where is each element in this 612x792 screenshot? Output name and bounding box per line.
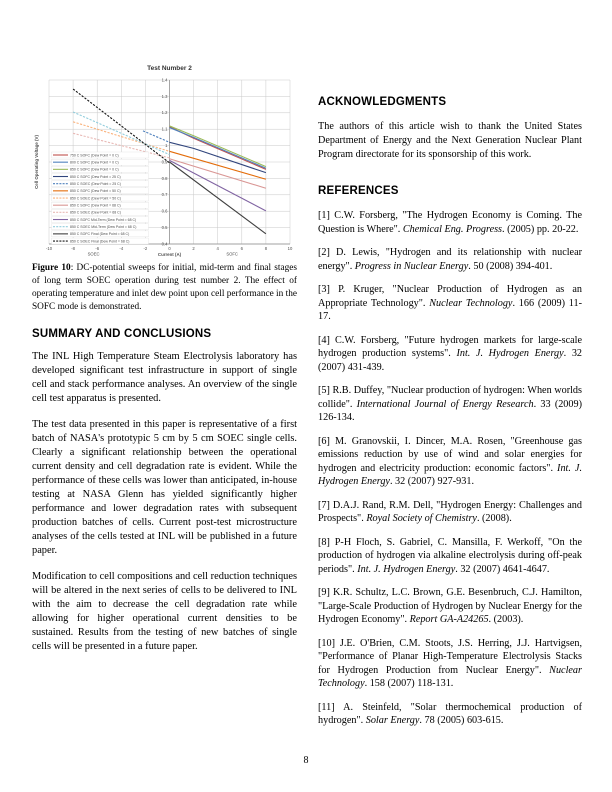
summary-paragraph-2: The test data presented in this paper is representative of a first batch of NASA's prototypic 5 cm by 5 cm SOEC single cells. Clearly a significant relationship between the operational current density and cell degradation rate is evident. While the performance of these cells was lower than anticipated, in-house testing at NASA Glenn has yielded significantly higher performance and lower degradation rates with subsequent production batches of cells. Current post-test microstructure analyses of the cells tested at INL will be published in a future paper. bbox=[32, 419, 297, 556]
chart-x-tick-label: -8 bbox=[71, 246, 75, 251]
references-heading: REFERENCES bbox=[318, 185, 399, 198]
chart-legend-label: 750 C SOFC (Dew Point = 0 C) bbox=[70, 153, 119, 158]
chart-y-tick-label: 1 bbox=[165, 143, 168, 148]
left-column bbox=[32, 60, 297, 666]
reference-item: [2] D. Lewis, "Hydrogen and its relationship with nuclear energy". Progress in Nuclear Energy. 50 (2008) 394-401. bbox=[318, 247, 582, 272]
reference-item: [3] P. Kruger, "Nuclear Production of Hydrogen as an Appropriate Technology". Nuclear Technology. 166 (2009) 11-17. bbox=[318, 284, 582, 323]
chart-series-line bbox=[143, 131, 170, 142]
chart-y-tick-label: 1.4 bbox=[161, 77, 168, 83]
figure-caption-label: Figure 10 bbox=[32, 263, 71, 273]
chart-legend-label: 850 C SOEC (Dew Point = 25 C) bbox=[70, 181, 121, 186]
chart-y-tick-label: 1.3 bbox=[161, 93, 168, 99]
chart-legend-label: 850 C SOEC (Dew Point = 68 C) bbox=[70, 210, 121, 215]
chart-x-tick-label: 8 bbox=[264, 246, 268, 251]
reference-item: [8] P-H Floch, S. Gabriel, C. Mansilla, F. Werkoff, "On the production of hydrogen via alkaline electrolysis during off-peak periods". Int. J. Hydrogen Energy. 32 (2007) 4641-4647. bbox=[318, 536, 582, 575]
reference-item: [10] J.E. O'Brien, C.M. Stoots, J.S. Herring, J.J. Hartvigsen, "Performance of Planar High-Temperature Electrolysis Stacks for Hydrogen Production from Nuclear Energy". Nuclear Technology. 158 (2007) 118-131. bbox=[318, 637, 582, 690]
summary-paragraph-1: The INL High Temperature Steam Electrolysis laboratory has developed significant test infrastructure in support of single cell and stack performance analyses. An overview of the single cell test apparatus is presented. bbox=[32, 351, 297, 404]
chart-legend-label: 850 C SOEC (Dew Point = 50 C) bbox=[70, 196, 121, 201]
chart-y-tick-label: 0.7 bbox=[161, 192, 168, 198]
summary-heading: SUMMARY AND CONCLUSIONS bbox=[32, 328, 212, 340]
chart-x-tick-label: 6 bbox=[240, 246, 243, 251]
chart-y-tick-label: 0.6 bbox=[161, 208, 168, 214]
figure-caption bbox=[32, 262, 297, 314]
chart-x-tick-label: -4 bbox=[119, 246, 124, 251]
chart-y-axis-title: Cell Operating Voltage (V) bbox=[34, 135, 39, 189]
chart-x-tick-label: 10 bbox=[287, 246, 293, 251]
chart-x-tick-label: 2 bbox=[192, 246, 195, 251]
reference-item: [7] D.A.J. Rand, R.M. Dell, "Hydrogen Energy: Challenges and Prospects". Royal Society of Chemistry. (2008). bbox=[318, 499, 582, 525]
chart-legend-label: 850 C SOFC Mid-Term (Dew Point = 68 C) bbox=[70, 217, 137, 222]
references-list bbox=[318, 209, 582, 728]
chart-legend-label: 850 C SOFC (Dew Point = 68 C) bbox=[70, 203, 121, 208]
acknowledgments-text: The authors of this article wish to thank the United States Department of Energy and the Next Generation Nuclear Plant Program directorate for its sponsorship of this work. bbox=[318, 121, 582, 160]
chart-legend-label: 850 C SOFC (Dew Point = 25 C) bbox=[70, 174, 121, 179]
reference-item: [11] A. Steinfeld, "Solar thermochemical production of hydrogen". Solar Energy. 78 (2005) 603-615. bbox=[318, 701, 582, 727]
chart-x-tick-label: -10 bbox=[45, 246, 53, 251]
reference-item: [5] R.B. Duffey, "Nuclear production of hydrogen: When worlds collide". International Journal of Energy Research. 33 (2009) 126-134. bbox=[318, 385, 582, 424]
figure-block bbox=[32, 60, 297, 314]
chart-region-label: SOEC bbox=[87, 251, 100, 257]
chart-x-tick-label: 4 bbox=[216, 246, 219, 251]
chart-y-tick-label: 0.8 bbox=[161, 175, 168, 181]
chart-x-tick-label: 0 bbox=[168, 246, 171, 251]
right-column bbox=[318, 96, 582, 738]
reference-item: [1] C.W. Forsberg, "The Hydrogen Economy is Coming. The Question is Where". Chemical Eng. Progress. (2005) pp. 20-22. bbox=[318, 210, 582, 235]
acknowledgments-heading: ACKNOWLEDGMENTS bbox=[318, 96, 447, 108]
reference-item: [6] M. Granovskii, I. Dincer, M.A. Rosen, "Greenhouse gas emissions reduction by use of wind and solar energies for hydrogen and electricity production: economic factors". Int. J. Hydrogen Energy. 32 (2007) 927-931. bbox=[318, 435, 583, 488]
figure10-chart bbox=[32, 60, 300, 258]
chart-legend-label: 850 C SOFC (Dew Point = 0 C) bbox=[70, 167, 119, 172]
chart-legend-label: 850 C SOEC Final (Dew Point = 68 C) bbox=[70, 239, 130, 244]
chart-legend-label: 850 C SOFC Final (Dew Point = 68 C) bbox=[70, 232, 130, 237]
page-number: 8 bbox=[303, 755, 309, 766]
chart-x-tick-label: -6 bbox=[95, 246, 100, 251]
chart-y-tick-label: 0.5 bbox=[161, 225, 168, 230]
chart-legend-label: 800 C SOFC (Dew Point = 0 C) bbox=[70, 160, 119, 165]
chart-legend-label: 850 C SOEC Mid-Term (Dew Point = 68 C) bbox=[70, 225, 137, 229]
chart-x-axis-title: Current (A) bbox=[157, 252, 182, 257]
reference-item: [9] K.R. Schultz, L.C. Brown, G.E. Besenbruch, C.J. Hamilton, "Large-Scale Production of Hydrogen by Nuclear Energy for the Hydrogen Economy". Report GA-A24265. (2003). bbox=[318, 587, 582, 626]
chart-y-tick-label: 0.9 bbox=[161, 159, 168, 165]
chart-title: Test Number 2 bbox=[147, 65, 192, 72]
chart-y-tick-label: 0.4 bbox=[161, 241, 168, 247]
reference-item: [4] C.W. Forsberg, "Future hydrogen markets for large-scale hydrogen production systems". Int. J. Hydrogen Energy. 32 (2007) 431-439. bbox=[318, 334, 583, 373]
chart-y-tick-label: 1.2 bbox=[161, 110, 168, 116]
summary-paragraph-3: Modification to cell compositions and cell reduction techniques will be altered in the next series of cells to be delivered to INL with the aim to decrease the cell degradation rate while allowing for higher operational current densities to be sustained. Results from the testing of new batches of single cells will be presented in a future paper. bbox=[32, 571, 297, 652]
chart-x-tick-label: -2 bbox=[143, 246, 148, 251]
figure-caption-text: : DC-potential sweeps for initial, mid-term and final stages of long term SOEC operation during test number 2. The effect of operating temperature and inlet dew point upon cell performance in the SOFC mode is demonstrated. bbox=[32, 263, 297, 312]
chart-y-tick-label: 1.1 bbox=[161, 126, 168, 132]
chart-legend-label: 850 C SOFC (Dew Point = 50 C) bbox=[70, 189, 121, 194]
chart-region-label: SOFC bbox=[226, 251, 238, 257]
